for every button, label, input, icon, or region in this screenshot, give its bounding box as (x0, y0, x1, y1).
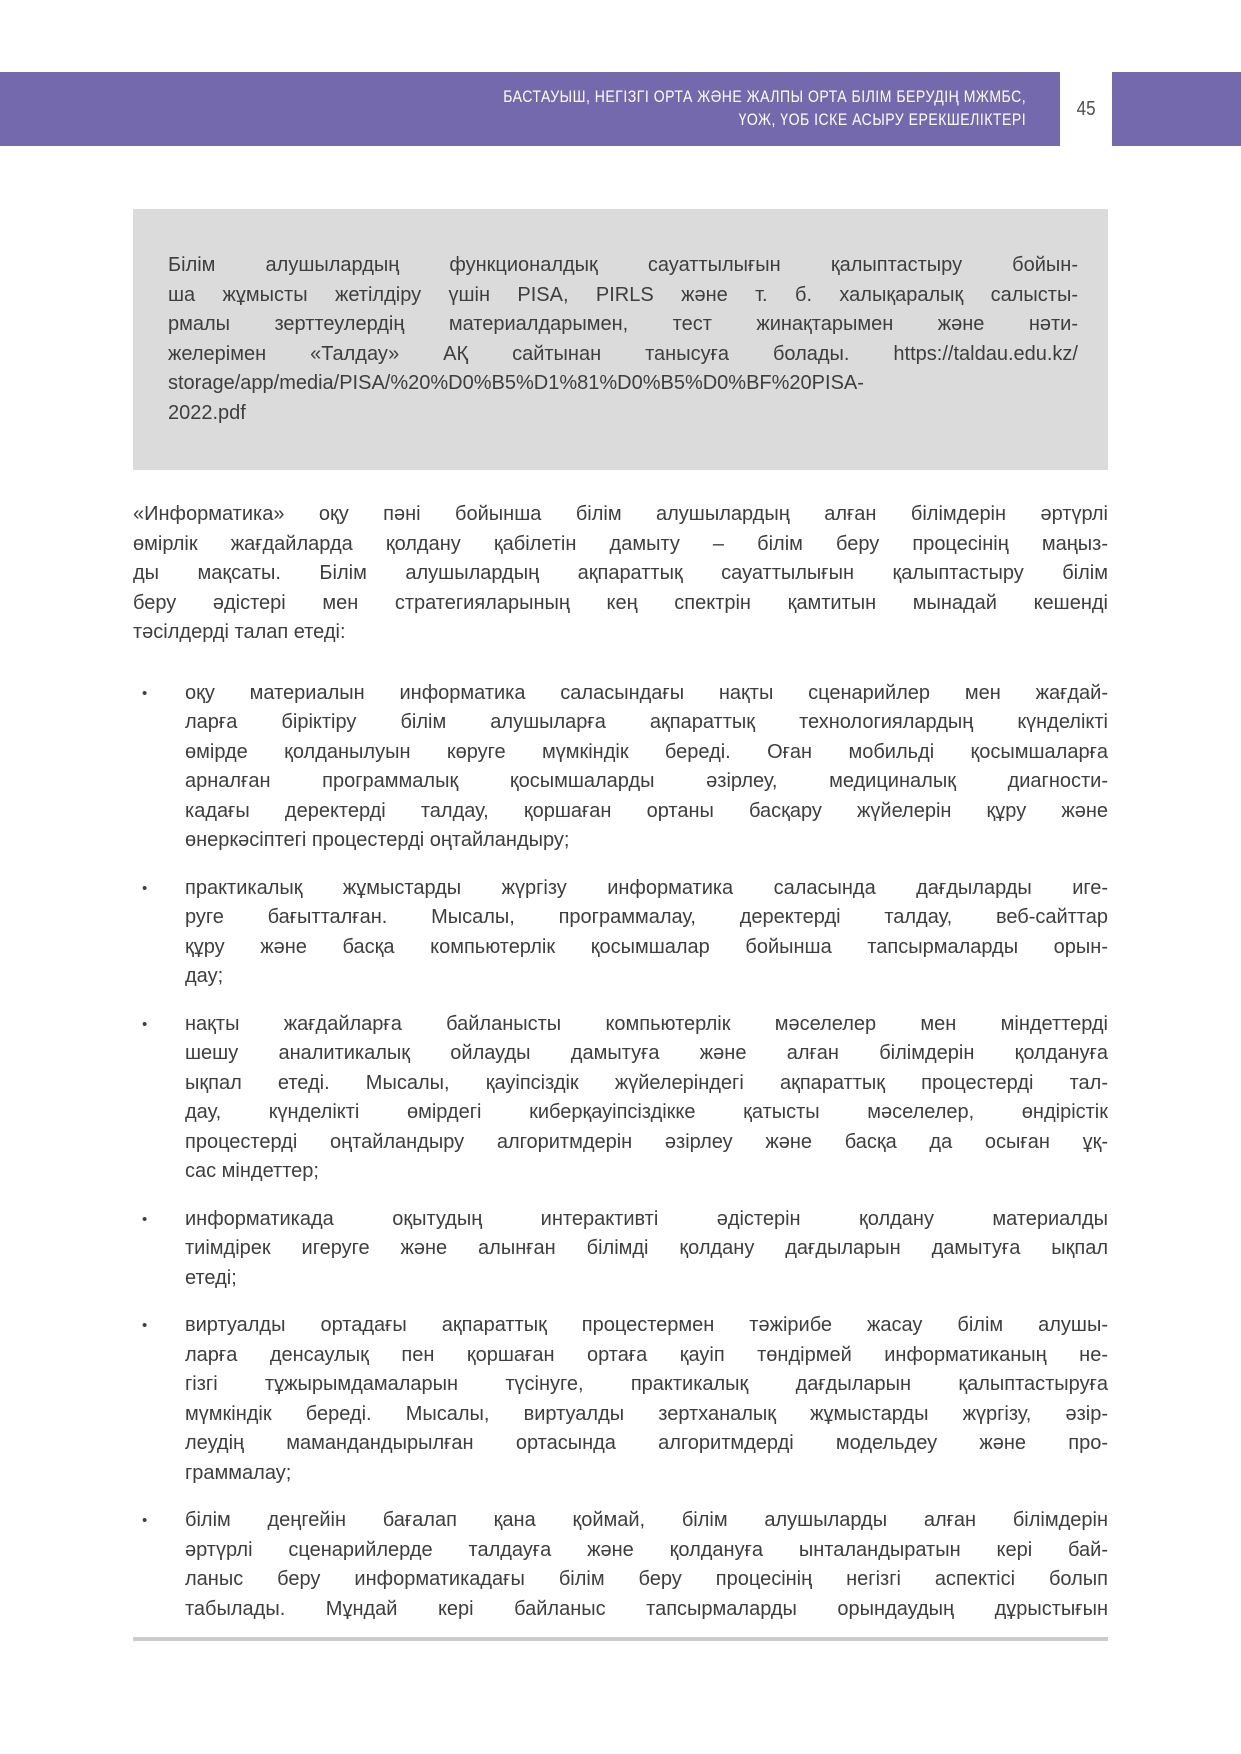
bullet-icon: • (142, 1512, 148, 1529)
bullet-icon: • (142, 684, 148, 702)
list-item-text: білім деңгейін бағалап қана қоймай, білім алушыларды алған білімдерін әртүрлі сценарийлерде талдауға және қолдануға ынталандыратын кері бай- ланыс беру информатикадағы білім беру процесінің негізгі аспектісі болып табылады. Мұндай кері байланыс тапсырмаларды орындаудың дұрыстығын (185, 1509, 1108, 1620)
running-header-line-2: ҮОЖ, ҮОБ ІСКЕ АСЫРУ ЕРЕКШЕЛІКТЕРІ (738, 111, 1026, 129)
list-item-text: практикалық жұмыстарды жүргізу информатика саласында дағдыларды иге- руге бағытталған. Мысалы, программалау, деректерді талдау, веб-сайттар құру және басқа компьютерлік қосымшалар бойынша тапсырмаларды орын- дау; (185, 876, 1108, 987)
intro-paragraph: «Информатика» оқу пәні бойынша білім алушылардың алған білімдерін әртүрлі өмірлік жағдайларда қолдану қабілетін дамыту – білім беру процесінің маңыз- ды мақсаты. Білім алушылардың ақпараттық сауаттылығын қалыптастыру білім беру әдістері мен стратегияларының кең спектрін қамтитын мынадай кешенді тәсілдерді талап етеді: (133, 503, 1108, 643)
bullet-icon: • (142, 1210, 148, 1228)
bullet-icon: • (142, 1015, 148, 1033)
bullet-icon: • (142, 879, 148, 897)
list-item (133, 1205, 1108, 1294)
page-body (133, 0, 1108, 1624)
bullet-icon: • (142, 1317, 148, 1334)
footer-divider (133, 1637, 1108, 1641)
list-item (133, 1010, 1108, 1187)
list-item (133, 1506, 1108, 1624)
page-number: 45 (1076, 97, 1096, 120)
header-accent-bar-right (1112, 72, 1241, 146)
bullet-list (133, 679, 1108, 1625)
list-item (133, 874, 1108, 992)
list-item-text: виртуалды ортадағы ақпараттық процестермен тәжірибе жасау білім алушы- ларға денсаулық пен қоршаған ортаға қауіп төндірмей информатиканың не- гізгі тұжырымдамаларын түсінуге, практикалық дағдыларын қалыптастыруға мүмкіндік береді. Мысалы, виртуалды зертханалық жұмыстарды жүргізу, әзір- леудің мамандандырылған ортасында алгоритмдерді модельдеу және про- граммалау; (185, 1314, 1108, 1484)
list-item (133, 1311, 1108, 1488)
running-header-line-1: БАСТАУЫШ, НЕГІЗГІ ОРТА ЖӘНЕ ЖАЛПЫ ОРТА БІЛІМ БЕРУДІҢ МЖМБС, (503, 88, 1026, 106)
list-item-text: нақты жағдайларға байланысты компьютерлік мәселелер мен міндеттерді шешу аналитикалық ойлауды дамытуға және алған білімдерін қолдануға ықпал етеді. Мысалы, қауіпсіздік жүйелеріндегі ақпараттық процестерді тал- дау, күнделікті өмірдегі киберқауіпсіздікке қатысты мәселелер, өндірістік процестерді оңтайландыру алгоритмдерін әзірлеу және басқа да осыған ұқ- сас міндеттер; (185, 1012, 1108, 1182)
info-box: Білім алушылардың функционалдық сауаттылығын қалыптастыру бойын- ша жұмысты жетілдіру үшін PISA, PIRLS және т. б. халықаралық салысты- рмалы зерттеулердің материалдарымен, тест жинақтарымен және нәти- желерімен «Талдау» АҚ сайтынан танысуға болады. https://taldau.edu.kz/ storage/app/media/PISA/%20%D0%B5%D1%81%D0%B5%D0%BF%20PISA- 2022.pdf (133, 209, 1108, 470)
list-item-text: оқу материалын информатика саласындағы нақты сценарийлер мен жағдай- ларға біріктіру білім алушыларға ақпараттық технологиялардың күнделікті өмірде қолданылуын көруге мүмкіндік береді. Оған мобильді қосымшаларға арналған программалық қосымшаларды әзірлеу, медициналық диагности- кадағы деректерді талдау, қоршаған ортаны басқару жүйелерін құру және өнеркәсіптегі процестерді оңтайландыру; (185, 681, 1108, 851)
list-item (133, 679, 1108, 856)
list-item-text: информатикада оқытудың интерактивті әдістерін қолдану материалды тиімдірек игеруге және алынған білімді қолдану дағдыларын дамытуға ықпал етеді; (185, 1207, 1108, 1289)
